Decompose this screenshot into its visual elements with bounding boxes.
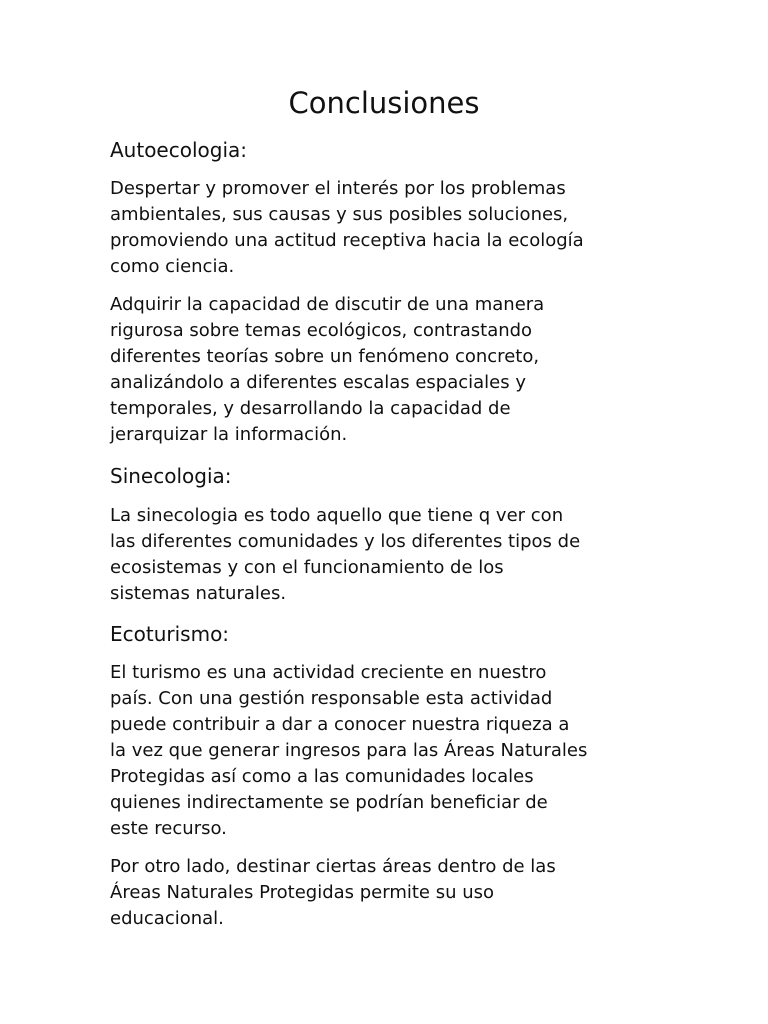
text-line: las diferentes comunidades y los diferentes tipos de	[110, 531, 581, 552]
text-line: Áreas Naturales Protegidas permite su uso	[110, 882, 495, 903]
text-line: Por otro lado, destinar ciertas áreas dentro de las	[110, 856, 556, 877]
text-line: El turismo es una actividad creciente en nuestro	[110, 662, 547, 683]
paragraph	[110, 660, 587, 842]
text-line: rigurosa sobre temas ecológicos, contrastando	[110, 320, 533, 341]
text-line: Protegidas así como a las comunidades locales	[110, 766, 534, 787]
text-line: país. Con una gestión responsable esta actividad	[110, 688, 553, 709]
text-line: quienes indirectamente se podrían beneficiar de	[110, 792, 548, 813]
paragraph	[110, 292, 544, 448]
paragraph	[110, 503, 580, 607]
paragraph	[110, 854, 556, 932]
text-line: temporales, y desarrollando la capacidad de	[110, 398, 511, 419]
text-line: la vez que generar ingresos para las Áreas Naturales	[110, 740, 588, 761]
text-line: Despertar y promover el interés por los problemas	[110, 178, 566, 199]
text-line: puede contribuir a dar a conocer nuestra riqueza a	[110, 714, 570, 735]
text-line: jerarquizar la información.	[110, 424, 348, 445]
text-line: como ciencia.	[110, 256, 235, 277]
section-heading-ecoturismo: Ecoturismo:	[110, 622, 230, 646]
text-line: Adquirir la capacidad de discutir de una manera	[110, 294, 545, 315]
text-line: educacional.	[110, 908, 224, 929]
text-line: promoviendo una actitud receptiva hacia la ecología	[110, 230, 584, 251]
text-line: La sinecologia es todo aquello que tiene q ver con	[110, 505, 564, 526]
text-line: diferentes teorías sobre un fenómeno concreto,	[110, 346, 540, 367]
text-line: ecosistemas y con el funcionamiento de los	[110, 557, 504, 578]
page-title: Conclusiones	[288, 86, 480, 120]
section-heading-autoecologia: Autoecologia:	[110, 138, 248, 162]
text-line: sistemas naturales.	[110, 583, 287, 604]
text-line: este recurso.	[110, 818, 227, 839]
paragraph	[110, 176, 584, 280]
text-line: ambientales, sus causas y sus posibles soluciones,	[110, 204, 569, 225]
text-line: analizándolo a diferentes escalas espaciales y	[110, 372, 527, 393]
section-heading-sinecologia: Sinecologia:	[110, 464, 232, 488]
